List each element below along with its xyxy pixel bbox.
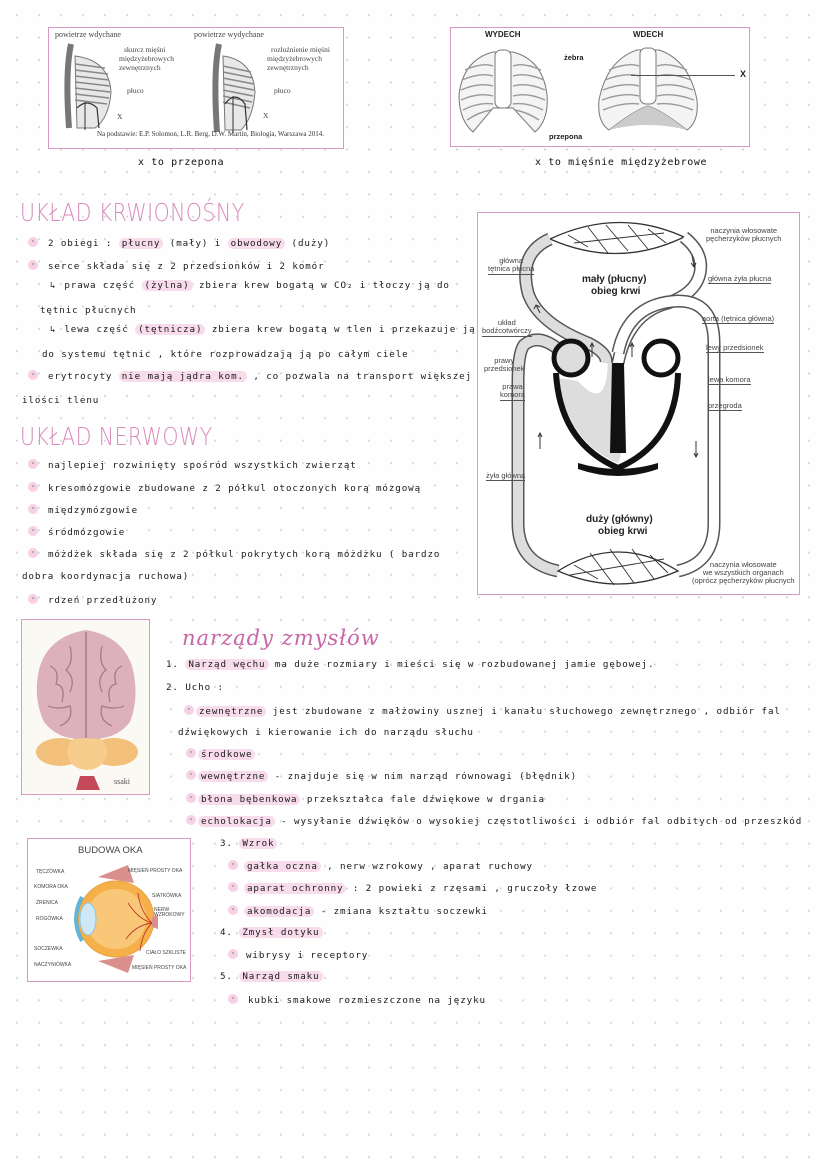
fig-label: zewnętrznych	[119, 63, 161, 72]
senses-item-2: 2. Ucho :	[166, 682, 224, 693]
eye-title: BUDOWA OKA	[78, 845, 143, 856]
list-item: erytrocyty nie mają jądra kom. , co pozwala na transport większej	[28, 370, 472, 382]
label-vena-cava: żyła główna	[486, 471, 526, 480]
touch-item: wibrysy i receptory	[228, 949, 368, 961]
list-item: rdzeń przedłużony	[28, 594, 157, 606]
list-item: serce składa się z 2 przedsionków i 2 komór	[28, 260, 325, 272]
figure-caption: x to mięśnie międzyżebrowe	[535, 157, 708, 168]
bullet-icon	[228, 882, 238, 892]
section-title-nervous: UKŁAD NERWOWY	[20, 422, 213, 451]
fig-label: żebra	[564, 53, 584, 62]
label-aorta: aorta (tętnica główna)	[702, 314, 775, 323]
fig-label: rozluźnienie mięśni	[271, 45, 330, 54]
ribcage-side-right-illustration	[207, 42, 267, 134]
sight-item: aparat ochronny : 2 powieki z rzęsami , gruczoły łzowe	[228, 882, 597, 894]
senses-item-4: 4. Zmysł dotyku	[220, 927, 323, 938]
eye-label: ŹRENICA	[36, 900, 58, 906]
list-item: śródmózgowie	[28, 526, 125, 538]
bullet-icon	[186, 770, 196, 780]
ear-item: echolokacja - wysyłanie dźwięków o wysokiej częstotliwości i odbiór fal odbitych od przeszkód	[186, 815, 802, 827]
figure-caption: x to przepona	[138, 157, 225, 168]
ribcage-exhale-illustration	[453, 40, 553, 135]
eye-label: SIATKÓWKA	[152, 893, 182, 899]
taste-item: kubki smakowe rozmieszczone na języku	[228, 994, 486, 1006]
bullet-icon	[186, 793, 196, 803]
fig-label: X	[263, 111, 269, 120]
label-left-ventricle: lewa komora	[708, 375, 751, 384]
list-item-cont: tętnic płucnych	[40, 305, 137, 316]
bullet-icon	[186, 748, 196, 758]
eye-label: CIAŁO SZKLISTE	[146, 950, 187, 956]
bullet-icon	[28, 260, 38, 270]
bullet-icon	[186, 815, 196, 825]
eye-label: NERW WZROKOWY	[154, 907, 185, 919]
ear-item: zewnętrzne jest zbudowane z małżowiny usznej i kanału słuchowego zewnętrznego , odbiór fal	[184, 705, 781, 717]
circulation-diagram	[477, 212, 800, 595]
list-item: móżdżek składa się z 2 półkul pokrytych korą móżdżku ( bardzo	[28, 548, 440, 560]
bullet-icon	[228, 905, 238, 915]
label-right-ventricle: prawa komora	[500, 382, 526, 399]
label-left-atrium: lewy przedsionek	[706, 343, 764, 352]
ribcage-inhale-illustration	[595, 40, 701, 135]
label-capillaries-lung: naczynia włosowate pęcherzyków płucnych	[706, 226, 782, 243]
bullet-icon	[28, 548, 38, 558]
list-item: 2 obiegi : płucny (mały) i obwodowy (duży)	[28, 237, 330, 249]
list-item: najlepiej rozwinięty spośród wszystkich zwierząt	[28, 459, 357, 471]
list-item-cont: do systemu tętnic , które rozprowadzają ją po całym ciele	[42, 349, 409, 360]
arrow-return-icon: ↳	[50, 281, 57, 291]
eye-label: NACZYNIÓWKA	[34, 962, 72, 968]
list-item-cont: ilości tlenu	[22, 395, 100, 406]
label-conduction-system: układ bodźcotwórczy	[482, 318, 532, 335]
section-title-senses: narządy zmysłów	[182, 626, 380, 650]
ribcage-side-left-illustration	[59, 42, 119, 130]
label-pulmonary-artery: główna tętnica płucna	[488, 256, 535, 273]
label-septum: przegroda	[708, 401, 742, 410]
circ-title: obieg krwi	[591, 286, 641, 297]
fig-label: powietrze wydychane	[194, 30, 264, 39]
eye-label: SOCZEWKA	[34, 946, 63, 952]
bullet-icon	[28, 459, 38, 469]
fig-label: międzyżebrowych	[119, 54, 174, 63]
eye-label: ROGÓWKA	[36, 916, 63, 922]
bullet-icon	[184, 705, 194, 715]
ear-item: błona bębenkowa przekształca fale dźwiękowe w drgania	[186, 793, 545, 805]
list-item: ↳ prawa część (żylna) zbiera krew bogatą w CO₂ i tłoczy ją do	[50, 280, 450, 291]
fig-label: międzyżebrowych	[267, 54, 322, 63]
bullet-icon	[28, 504, 38, 514]
circ-title: duży (główny)	[586, 514, 653, 525]
bullet-icon	[228, 994, 238, 1004]
sight-item: akomodacja - zmiana kształtu soczewki	[228, 905, 488, 917]
fig-label: X	[117, 112, 123, 121]
senses-item-1: 1. Narząd węchu ma duże rozmiary i mieści się w rozbudowanej jamie gębowej.	[166, 659, 655, 670]
bullet-icon	[28, 237, 38, 247]
sight-item: gałka oczna , nerw wzrokowy , aparat ruchowy	[228, 860, 533, 872]
ear-item-cont: dźwiękowych i kierowanie ich do narządu słuchu	[178, 727, 474, 738]
fig-label: skurcz mięśni	[124, 45, 166, 54]
list-item: kresomózgowie zbudowane z 2 półkul otoczonych korą mózgową	[28, 482, 421, 494]
ear-item: wewnętrzne - znajduje się w nim narząd równowagi (błędnik)	[186, 770, 577, 782]
list-item-cont: dobra koordynacja ruchowa)	[22, 571, 190, 582]
fig-label: przepona	[549, 132, 583, 141]
label-capillaries-body: naczynia włosowate we wszystkich organach (oprócz pęcherzyków płucnych	[692, 560, 795, 585]
bullet-icon	[28, 370, 38, 380]
list-item: międzymózgowie	[28, 504, 138, 516]
fig-label: płuco	[127, 86, 144, 95]
bullet-icon	[228, 949, 238, 959]
brain-image	[21, 619, 150, 795]
breathing-figure-front	[450, 27, 750, 147]
senses-item-5: 5. Narząd smaku	[220, 971, 323, 982]
fig-label: powietrze wdychane	[55, 30, 121, 39]
label-right-atrium: prawy przedsionek	[484, 356, 525, 373]
eye-label: MIĘSIEŃ PROSTY OKA	[128, 868, 183, 874]
bullet-icon	[28, 482, 38, 492]
section-title-circulatory: UKŁAD KRWIONOŚNY	[20, 198, 245, 227]
fig-label: zewnętrznych	[267, 63, 309, 72]
arrow-return-icon: ↳	[50, 325, 57, 335]
label-pulmonary-vein: główna żyła płucna	[708, 274, 772, 283]
senses-item-3: 3. Wzrok	[220, 838, 277, 849]
eye-image	[27, 838, 191, 982]
fig-label: X	[740, 69, 747, 79]
brain-label: ssaki	[114, 777, 130, 786]
circ-title: mały (płucny)	[582, 274, 647, 285]
eye-label: MIĘSIEŃ PROSTY OKA	[132, 965, 187, 971]
eye-label: KOMORA OKA	[34, 884, 68, 890]
ear-item: środkowe	[186, 748, 255, 760]
pointer-line	[631, 75, 735, 76]
brain-illustration	[30, 626, 142, 790]
bullet-icon	[228, 860, 238, 870]
eye-label: TĘCZÓWKA	[36, 869, 65, 875]
eye-illustration	[68, 863, 158, 975]
bullet-icon	[28, 526, 38, 536]
figure-source: Na podstawie: E.P. Solomon, L.R. Berg, D.W. Martin, Biologia, Warszawa 2014.	[97, 130, 324, 138]
fig-label: płuco	[274, 86, 291, 95]
list-item: ↳ lewa część (tętnicza) zbiera krew bogatą w tlen i przekazuje ją	[50, 324, 476, 335]
fig-title: WYDECH	[485, 30, 521, 39]
fig-title: WDECH	[633, 30, 664, 39]
circ-title: obieg krwi	[598, 526, 648, 537]
bullet-icon	[28, 594, 38, 604]
breathing-figure-side	[48, 27, 344, 149]
